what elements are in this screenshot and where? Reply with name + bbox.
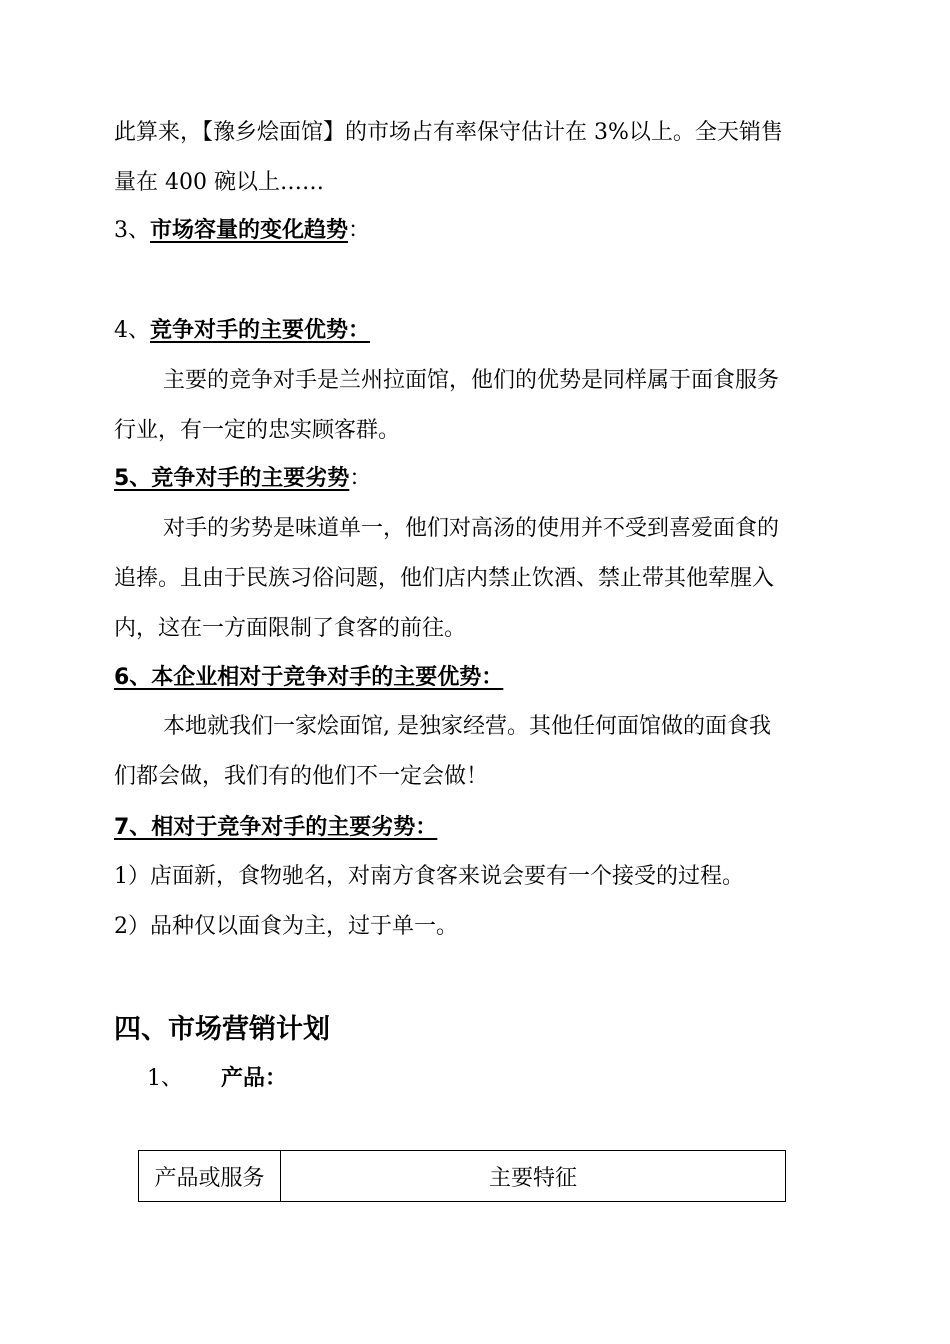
body-line: 此算来，【豫乡烩面馆】的市场占有率保守估计在 3%以上。全天销售 (114, 120, 783, 145)
section-title: 四、市场营销计划 (114, 1014, 330, 1045)
list-item: 1）店面新，食物驰名，对南方食客来说会要有一个接受的过程。 (114, 864, 744, 889)
subsection-number: 1、 (147, 1066, 183, 1091)
subsection-heading (147, 1064, 287, 1094)
subsection-text: 产品： (221, 1066, 288, 1091)
body-line: 内，这在一方面限制了食客的前往。 (114, 616, 467, 641)
body-line: 量在 400 碗以上…… (114, 170, 324, 195)
body-line: 行业，有一定的忠实顾客群。 (114, 418, 401, 443)
body-line: 主要的竞争对手是兰州拉面馆，他们的优势是同样属于面食服务 (163, 368, 780, 393)
heading-7: 7、相对于竞争对手的主要劣势： (114, 815, 438, 840)
heading-4 (114, 316, 370, 346)
heading-text: 5、竞争对手的主要劣势 (114, 466, 350, 491)
list-item: 2）品种仅以面食为主，过于单一。 (114, 914, 458, 939)
heading-6: 6、本企业相对于竞争对手的主要优势： (114, 665, 504, 690)
heading-text: 竞争对手的主要优势： (150, 318, 371, 343)
heading-5 (114, 464, 371, 494)
heading-colon: ： (349, 466, 372, 491)
body-line: 追捧。且由于民族习俗问题，他们店内禁止饮酒、禁止带其他荤腥入 (114, 566, 775, 591)
heading-text: 市场容量的变化趋势 (150, 218, 349, 243)
heading-colon: ： (348, 218, 371, 243)
heading-number: 3、 (114, 218, 150, 243)
product-table (138, 1150, 786, 1202)
heading-number: 4、 (114, 318, 150, 343)
table-header-features: 主要特征 (281, 1151, 786, 1202)
body-line: 对手的劣势是味道单一，他们对高汤的使用并不受到喜爱面食的 (163, 516, 780, 541)
table-row (139, 1151, 786, 1202)
body-line: 们都会做，我们有的他们不一定会做！ (114, 764, 489, 789)
body-line: 本地就我们一家烩面馆, 是独家经营。其他任何面馆做的面食我 (163, 714, 771, 739)
table-header-product: 产品或服务 (139, 1151, 281, 1202)
heading-3 (114, 216, 370, 246)
